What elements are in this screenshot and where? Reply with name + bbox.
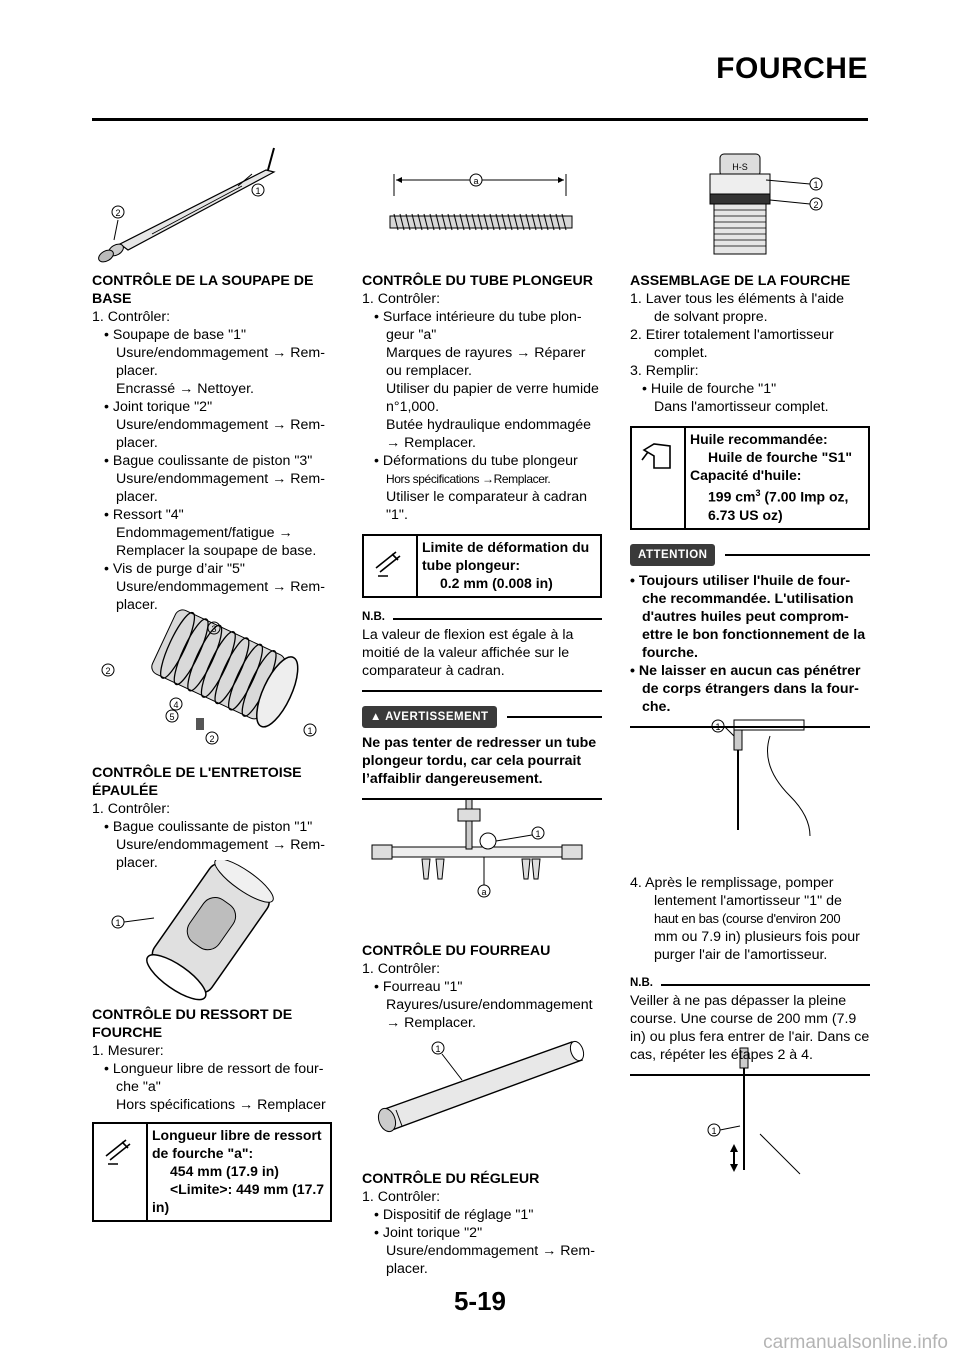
callout-a2: a [481,887,487,897]
section-title: FOURCHE [92,1025,163,1041]
column-2 [362,272,602,1278]
spec-label: Huile recommandée: [690,431,828,447]
column-1 [92,272,332,1222]
bullet: • Dispositif de réglage "1" [374,1207,534,1223]
step: 4. Après le remplissage, pomper [630,874,834,891]
callout-1e: 1 [435,1044,441,1054]
spec-box-runout [362,534,602,598]
note-header [630,974,870,992]
warning-label: AVERTISSEMENT [385,711,489,723]
spec-value: 6.73 US oz) [708,506,783,523]
section-title: CONTRÔLE DU RESSORT DE [92,1007,293,1023]
spec-value: <Limite>: 449 mm (17.7 [170,1181,325,1197]
caution-line: fourche. [642,644,698,661]
text-line: Hors spécifications → Remplacer [116,1097,326,1113]
text-line: Utiliser le comparateur à cadran [386,489,588,505]
step: 2. Etirer totalement l'amortisseur [630,327,834,343]
spec-value: in) [152,1199,170,1215]
spec-superscript: 3 [755,488,761,498]
text-line: haut en bas (course d'environ 200 [654,910,841,926]
spec-value: Huile de fourche "S1" [708,449,852,465]
spec-label: tube plongeur: [422,557,520,573]
text-line: Rayures/usure/endommagement [386,997,593,1013]
text-line: Usure/endommagement → Rem- [116,471,325,487]
caution-line: de corps étrangers dans la four- [642,680,859,697]
section-title: CONTRÔLE DU RÉGLEUR [362,1171,540,1187]
text-line: "1". [386,507,408,523]
callout-3: 3 [211,624,217,634]
spec-box-oil [630,426,870,530]
oil-can-icon [632,428,686,528]
text-line: placer. [116,363,158,379]
step: 1. Laver tous les éléments à l'aide [630,291,845,307]
bullet: • Huile de fourche "1" [642,381,777,397]
spec-label: Limite de déformation du [422,539,590,555]
fork-spring-figure [380,166,580,234]
text-line: placer. [116,597,158,613]
callout-1f: 1 [813,180,819,190]
bullet: • Vis de purge d’air "5" [104,561,245,577]
callout-2c: 2 [209,734,215,744]
text-line: Usure/endommagement → Rem- [116,417,325,433]
text-line: Remplacer la soupape de base. [116,543,317,559]
section-title: CONTRÔLE DE L'ENTRETOISE [92,765,302,781]
spec-label: Capacité d'huile: [690,467,802,483]
text-line: Butée hydraulique endommagée [386,417,592,433]
caution-badge: ATTENTION [630,544,715,566]
text-line: n°1,000. [386,399,440,415]
text-line: placer. [386,1261,428,1277]
warning-triangle-icon: ▲ [370,711,386,723]
section-title: ASSEMBLAGE DE LA FOURCHE [630,273,851,289]
text-line: ou remplacer. [386,363,472,379]
section-title: ÉPAULÉE [92,783,158,799]
caution-line: d'autres huiles peut comprom- [642,608,849,625]
note-header [362,608,602,626]
bullet: • Déformations du tube plongeur [374,453,578,469]
spec-value-part: 199 cm [708,488,756,505]
text-line: lentement l'amortisseur "1" de [654,892,842,909]
callout-5: 5 [169,712,175,722]
caution-line: • Toujours utiliser l'huile de four- [630,572,851,589]
spec-value: 454 mm (17.9 in) [170,1163,279,1179]
section-title: CONTRÔLE DU TUBE PLONGEUR [362,273,593,289]
note-text: La valeur de flexion est égale à la moitié de la valeur affichée sur le comparateur à cadran. [362,626,602,692]
spec-box-spring [92,1122,332,1222]
bullet: • Joint torique "2" [104,399,213,415]
step: 1. Contrôler: [92,309,171,325]
cap-label: H-S [732,162,748,172]
watermark: carmanualsonline.info [763,1332,948,1353]
callout-2b: 2 [105,666,111,676]
text-line: Usure/endommagement → Rem- [116,837,325,853]
spec-label: Longueur libre de ressort [152,1127,322,1143]
bullet: • Longueur libre de ressort de four- [104,1061,324,1077]
step: 1. Contrôler: [362,291,441,307]
callout-1g: 1 [715,722,721,732]
text-line: Encrassé → Nettoyer. [116,381,254,397]
bullet: • Joint torique "2" [374,1225,483,1241]
callout-1: 1 [255,186,261,196]
base-valve-rod-figure [92,140,332,270]
text-line: → Remplacer. [386,1015,476,1031]
callout-2d: 2 [813,200,819,210]
warning-badge [362,706,497,728]
step: 3. Remplir: [630,363,699,379]
text-line: Usure/endommagement → Rem- [116,579,325,595]
warning-text: Ne pas tenter de redresser un tube plongeur tordu, car cela pourrait l’affaiblir dangereusement. [362,734,602,800]
page-number: 5-19 [453,1286,507,1316]
note-label: N.B. [630,976,653,989]
text-line: Hors spécifications →Remplacer. [386,472,551,486]
callout-1h: 1 [711,1126,717,1136]
callout-1d: 1 [535,829,541,839]
text-line: Usure/endommagement → Rem- [386,1243,595,1259]
column-3 [630,272,870,1076]
text-line: complet. [654,345,708,361]
step: 1. Contrôler: [92,801,171,817]
text-line: che "a" [116,1079,161,1095]
text-line: placer. [116,855,158,871]
text-line: Dans l'amortisseur complet. [654,399,829,415]
section-title: CONTRÔLE DE LA SOUPAPE DE [92,273,314,289]
note-label: N.B. [362,611,385,623]
spec-value: 0.2 mm (0.008 in) [440,575,553,591]
bullet: • Bague coulissante de piston "3" [104,453,313,469]
step: 1. Contrôler: [362,1189,441,1205]
caution-header [630,544,870,566]
spec-value-part: (7.00 Imp oz, [760,488,849,505]
caution-line: che recommandée. L'utilisation [642,590,854,607]
step: 1. Contrôler: [362,961,441,977]
callout-1c: 1 [115,918,121,928]
caution-text [630,572,870,728]
text-line: Utiliser du papier de verre humide [386,381,599,397]
text-line: → Remplacer. [386,435,476,451]
callout-4: 4 [173,700,179,710]
caliper-icon [94,1124,148,1220]
text-line: de solvant propre. [654,309,768,325]
text-line: Marques de rayures → Réparer [386,345,586,361]
title-rule [92,118,868,121]
bullet: • Bague coulissante de piston "1" [104,819,313,835]
section-title: CONTRÔLE DU FOURREAU [362,943,551,959]
text-line: geur "a" [386,327,437,343]
spec-label: de fourche "a": [152,1145,254,1161]
text-line: placer. [116,435,158,451]
note-text: Veiller à ne pas dépasser la pleine course. Une course de 200 mm (7.9 in) ou plus fera entrer de l'air. Dans ce cas, répéter les étapes 2 à 4. [630,992,870,1076]
callout-1b: 1 [307,726,313,736]
page-title: FOURCHE [716,52,868,85]
spec-value [690,484,852,506]
bullet: • Soupape de base "1" [104,327,247,343]
text-line: mm ou 7.9 in) plusieurs fois pour [654,928,860,945]
step: 1. Mesurer: [92,1043,164,1059]
section-title: BASE [92,291,132,307]
text-line: placer. [116,489,158,505]
bullet: • Surface intérieure du tube plon- [374,309,582,325]
caution-line: che. [642,698,671,715]
caution-line: • Ne laisser en aucun cas pénétrer [630,662,861,679]
bullet: • Fourreau "1" [374,979,463,995]
caution-line: ettre le bon fonctionnement de la [642,626,866,643]
bullet: • Ressort "4" [104,507,184,523]
adjuster-cap-figure [700,150,840,260]
text-line: Usure/endommagement → Rem- [116,345,325,361]
warning-header [362,706,602,728]
text-line: Endommagement/fatigue → [116,525,293,541]
callout-2: 2 [115,208,121,218]
text-line: purger l'air de l'amortisseur. [654,946,828,963]
callout-a: a [473,176,479,186]
caliper-icon [364,536,418,596]
